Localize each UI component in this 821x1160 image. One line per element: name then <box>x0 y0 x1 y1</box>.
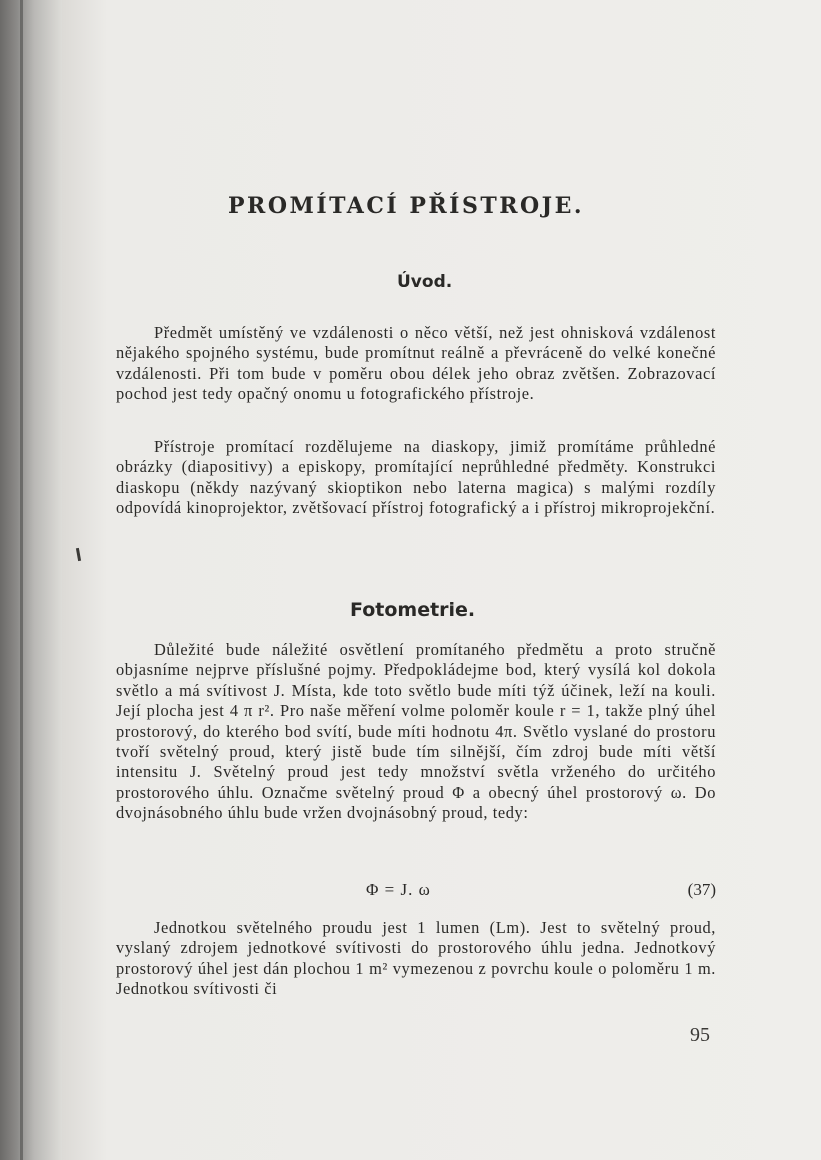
paragraph-intro-1: Předmět umístěný ve vzdálenosti o něco větší, než jest ohnisková vzdálenost nějakého spojného systému, bude promítnut reálně a převráceně do velké konečné vzdálenosti. Při tom bude v poměru obou délek jeho obraz zvětšen. Zobrazovací pochod jest tedy opačný onomu u fotografického přístroje. <box>116 323 716 404</box>
formula-number: (37) <box>687 880 716 899</box>
subtitle-uvod: Úvod. <box>397 272 453 292</box>
formula-37 <box>116 880 716 902</box>
paragraph-fotometrie-2: Jednotkou světelného proudu jest 1 lumen (Lm). Jest to světelný proud, vyslaný zdrojem jednotkové svítivosti do prostorového úhlu jedna. Jednotkový prostorový úhel jest dán plochou 1 m² vymezenou z povrchu koule o poloměru 1 m. Jednotkou svítivosti či <box>116 918 716 999</box>
formula-expression: Φ = J. ω <box>366 880 431 899</box>
page-number: 95 <box>690 1024 710 1046</box>
paragraph-fotometrie-1: Důležité bude náležité osvětlení promítaného předmětu a proto stručně objasníme nejprve příslušné pojmy. Předpokládejme bod, který vysílá kol dokola světlo a má svítivost J. Místa, kde toto světlo bude míti týž účinek, leží na kouli. Její plocha jest 4 π r². Pro naše měření volme poloměr koule r = 1, takže plný úhel prostorový, do kterého bod svítí, bude míti hodnotu 4π. Světlo vyslané do prostoru tvoří světelný proud, který jistě bude tím silnější, čím zdroj bude míti větší intensitu J. Světelný proud jest tedy množství světla vrženého do určitého prostorového úhlu. Označme světelný proud Φ a obecný úhel prostorový ω. Do dvojnásobného úhlu bude vržen dvojnásobný proud, tedy: <box>116 640 716 823</box>
page-title: PROMÍTACÍ PŘÍSTROJE. <box>228 193 584 219</box>
section-heading-fotometrie: Fotometrie. <box>350 599 476 621</box>
book-binding-shadow <box>0 0 62 1160</box>
binding-edge <box>20 0 23 1160</box>
paragraph-intro-2: Přístroje promítací rozdělujeme na diaskopy, jimiž promítáme průhledné obrázky (diapositivy) a episkopy, promítající neprůhledné předměty. Konstrukci diaskopu (někdy nazývaný skioptikon nebo laterna magica) s malými rozdíly odpovídá kinoprojektor, zvětšovací přístroj fotografický a i přístroj mikroprojekční. <box>116 437 716 518</box>
